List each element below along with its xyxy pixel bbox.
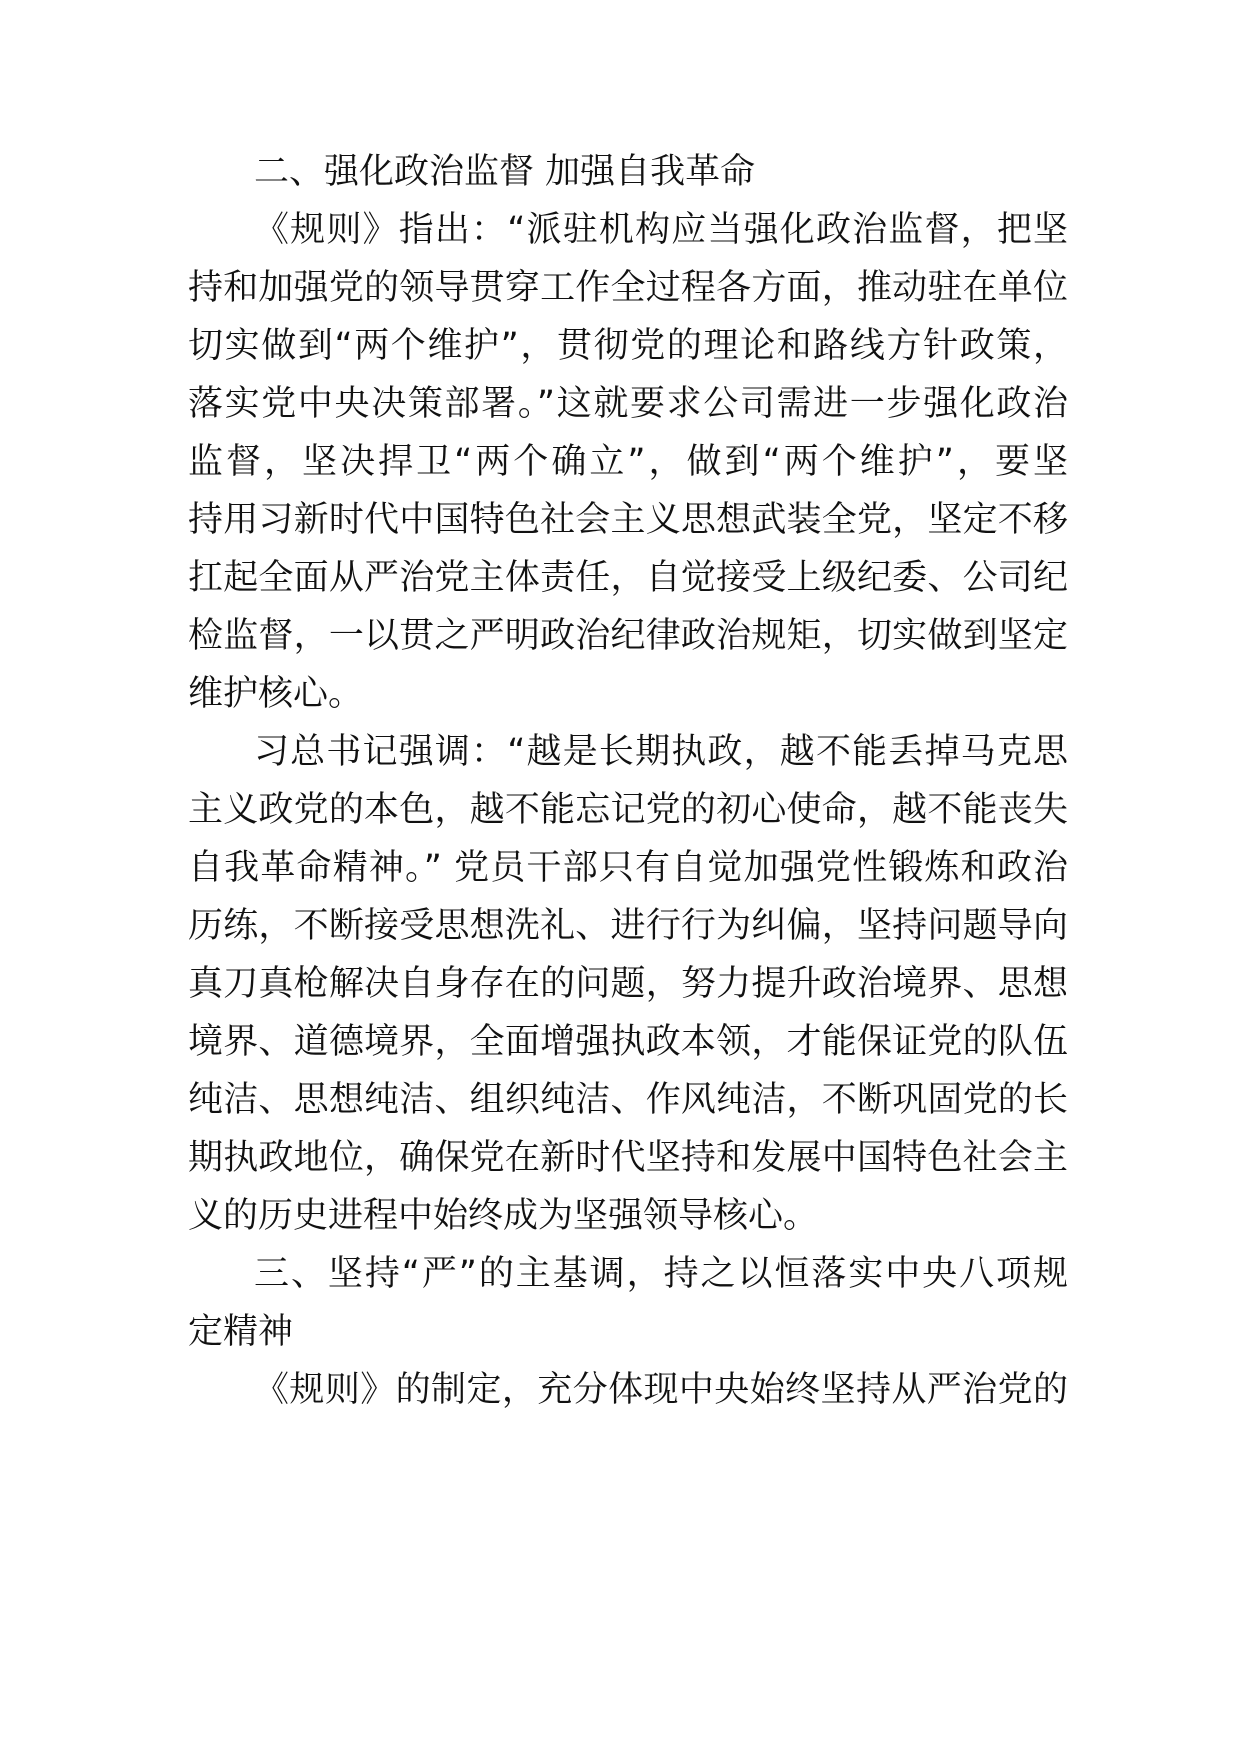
paragraph-line: 切实做到“两个维护”，贯彻党的理论和路线方针政策， — [188, 326, 1068, 366]
section-heading-3: 三、坚持“严”的主基调，持之以恒落实中央八项规 — [254, 1254, 1068, 1294]
paragraph-line: 真刀真枪解决自身存在的问题，努力提升政治境界、思想 — [188, 964, 1068, 1004]
paragraph-line: 自我革命精神。” 党员干部只有自觉加强党性锻炼和政治 — [188, 848, 1068, 888]
paragraph-line: 历练，不断接受思想洗礼、进行行为纠偏，坚持问题导向 — [188, 906, 1068, 946]
paragraph-line: 期执政地位，确保党在新时代坚持和发展中国特色社会主 — [188, 1138, 1068, 1178]
paragraph-line: 习总书记强调：“越是长期执政，越不能丢掉马克思 — [254, 732, 1068, 772]
paragraph-line: 落实党中央决策部署。”这就要求公司需进一步强化政治 — [188, 384, 1068, 424]
paragraph-line: 境界、道德境界，全面增强执政本领，才能保证党的队伍 — [188, 1022, 1068, 1062]
paragraph-line: 维护核心。 — [188, 674, 364, 714]
paragraph-line: 监督，坚决捍卫“两个确立”，做到“两个维护”，要坚 — [188, 442, 1068, 482]
paragraph-line: 持用习新时代中国特色社会主义思想武装全党，坚定不移 — [188, 500, 1068, 540]
section-heading-2: 二、强化政治监督 加强自我革命 — [254, 152, 756, 192]
paragraph-line: 《规则》指出：“派驻机构应当强化政治监督，把坚 — [254, 210, 1068, 250]
paragraph-line: 纯洁、思想纯洁、组织纯洁、作风纯洁，不断巩固党的长 — [188, 1080, 1068, 1120]
paragraph-line: 《规则》的制定，充分体现中央始终坚持从严治党的 — [254, 1370, 1068, 1410]
paragraph-line: 检监督，一以贯之严明政治纪律政治规矩，切实做到坚定 — [188, 616, 1068, 656]
paragraph-line: 主义政党的本色，越不能忘记党的初心使命，越不能丧失 — [188, 790, 1068, 830]
paragraph-line: 扛起全面从严治党主体责任，自觉接受上级纪委、公司纪 — [188, 558, 1068, 598]
section-heading-3-cont: 定精神 — [188, 1312, 294, 1352]
paragraph-line: 持和加强党的领导贯穿工作全过程各方面，推动驻在单位 — [188, 268, 1068, 308]
paragraph-line: 义的历史进程中始终成为坚强领导核心。 — [188, 1196, 819, 1236]
